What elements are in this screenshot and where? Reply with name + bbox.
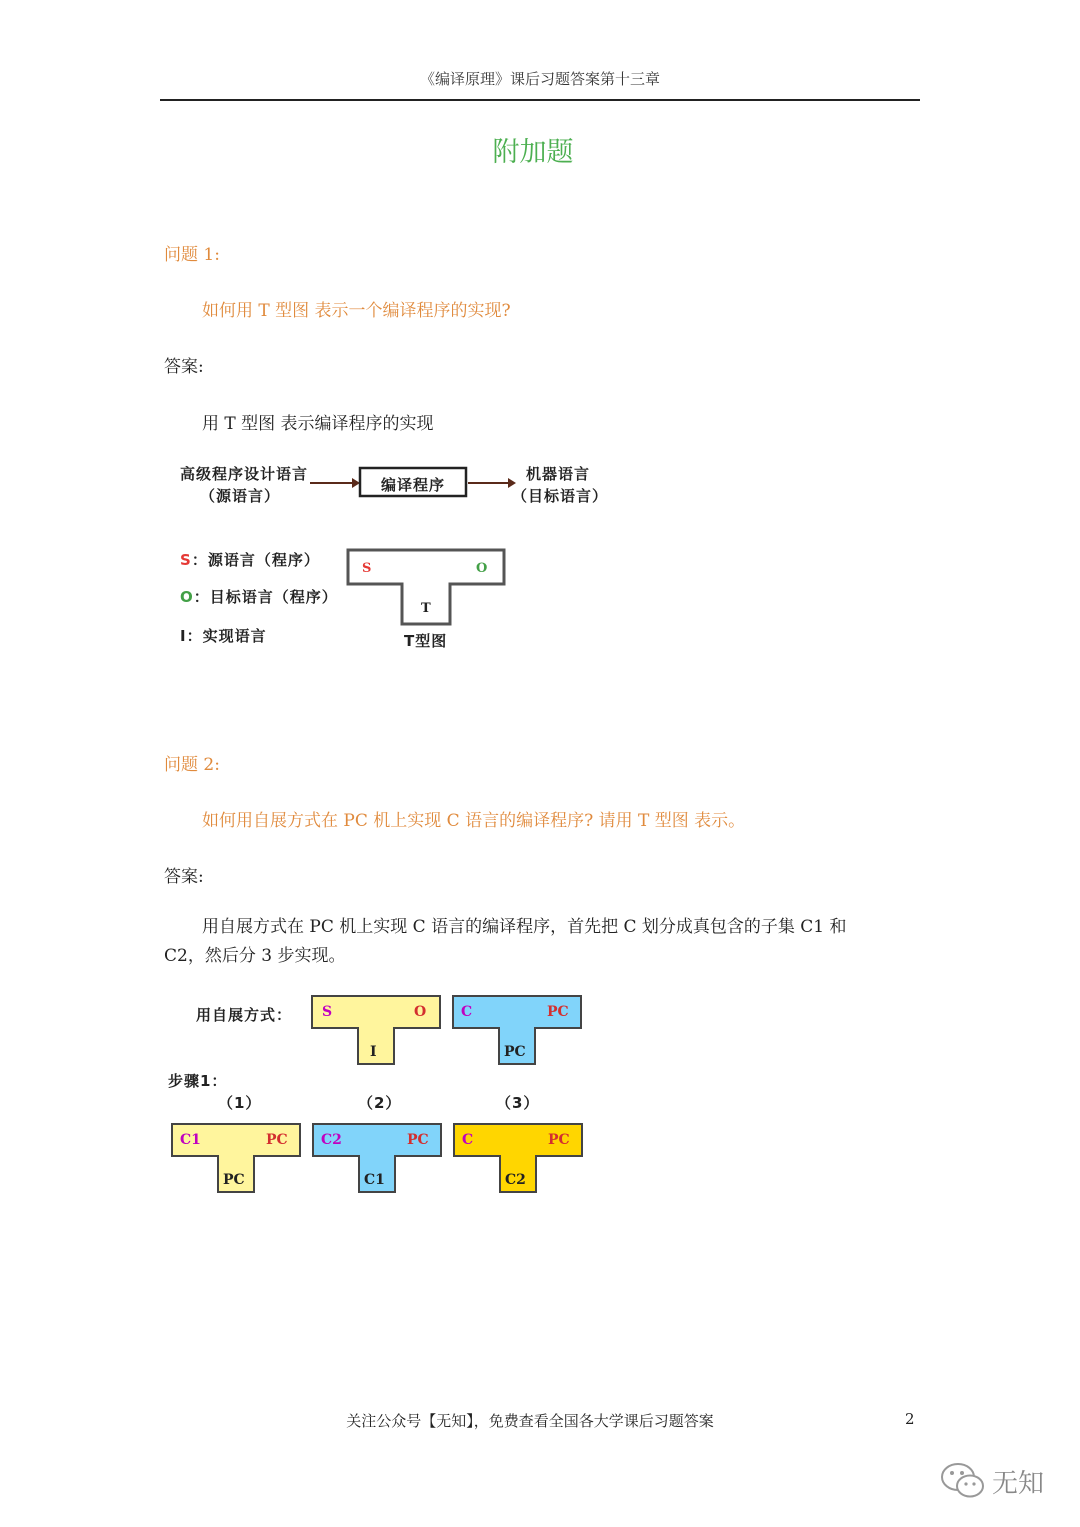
footer-text: 关注公众号【无知】，免费查看全国各大学课后习题答案 — [346, 1412, 714, 1430]
compiler-box-label: 编译程序 — [380, 476, 445, 494]
legend-s-letter: S — [180, 551, 192, 569]
self-hosting-label: 用自展方式： — [196, 1006, 293, 1024]
legend-object: O：目标语言（程序） — [180, 588, 338, 606]
t-left-label: C — [462, 1132, 474, 1148]
t-right-label: PC — [407, 1132, 429, 1148]
legend-i-letter: I — [180, 627, 187, 645]
t-diagram-top-row — [310, 994, 585, 1068]
t-left-label: C — [461, 1004, 473, 1020]
question-1-text: 如何用 T 型图 表示一个编译程序的实现? — [202, 301, 511, 321]
t-bottom-label: C2 — [505, 1172, 526, 1188]
t-label-source: S — [362, 561, 372, 576]
t-right-label: PC — [547, 1004, 569, 1020]
target-language-sublabel: （目标语言） — [512, 487, 609, 505]
t-bottom-label: C1 — [364, 1172, 385, 1188]
header-rule — [160, 99, 920, 101]
target-language-label: 机器语言 — [526, 465, 591, 483]
legend-source: S：源语言（程序） — [180, 551, 320, 569]
question-2-text: 如何用自展方式在 PC 机上实现 C 语言的编译程序? 请用 T 型图 表示。 — [202, 811, 746, 831]
t-right-label: PC — [266, 1132, 288, 1148]
wechat-icon — [940, 1462, 986, 1500]
t-left-label: S — [322, 1004, 333, 1020]
watermark-text: 无知 — [992, 1468, 1045, 1499]
t-diagram-shape — [346, 548, 506, 628]
t-label-impl: T — [421, 601, 431, 616]
t-diagram-c-pc-pc — [453, 996, 581, 1064]
bootstrap-figure — [160, 990, 600, 1200]
t-right-label: O — [414, 1004, 427, 1020]
t-right-label: PC — [548, 1132, 570, 1148]
answer-1-label: 答案: — [164, 357, 204, 377]
t-left-label: C2 — [321, 1132, 342, 1148]
t-diagram-step-3 — [454, 1124, 582, 1192]
step-label-1: （1） — [218, 1094, 262, 1112]
t-label-object: O — [476, 561, 488, 576]
answer-2-text: 用自展方式在 PC 机上实现 C 语言的编译程序，首先把 C 划分成真包含的子集 C1 和 C2，然后分 3 步实现。 — [164, 917, 847, 966]
step-label-2: （2） — [358, 1094, 402, 1112]
t-diagram-figure-1 — [170, 455, 620, 655]
question-1-heading: 问题 1: — [164, 245, 220, 265]
t-diagram-steps-row — [170, 1122, 590, 1196]
t-bottom-label: PC — [504, 1044, 526, 1060]
legend-implementation: I：实现语言 — [180, 627, 267, 645]
t-diagram-step-1 — [172, 1124, 300, 1192]
watermark — [940, 1462, 1044, 1500]
answer-1-text: 用 T 型图 表示编译程序的实现 — [202, 414, 434, 434]
page-number: 2 — [905, 1410, 915, 1428]
answer-2-label: 答案: — [164, 867, 204, 887]
source-language-label: 高级程序设计语言 — [180, 465, 309, 483]
t-bottom-label: PC — [223, 1172, 245, 1188]
t-left-label: C1 — [180, 1132, 201, 1148]
step-label-3: （3） — [496, 1094, 540, 1112]
steps-label: 步骤1： — [168, 1072, 228, 1090]
page-title: 附加题 — [492, 137, 574, 168]
t-bottom-label: I — [370, 1044, 377, 1060]
source-language-sublabel: （源语言） — [200, 487, 281, 505]
question-2-heading: 问题 2: — [164, 755, 220, 775]
running-header: 《编译原理》课后习题答案第十三章 — [419, 70, 660, 88]
legend-o-letter: O — [180, 588, 194, 606]
t-diagram-caption: T型图 — [404, 632, 448, 650]
t-diagram-step-2 — [313, 1124, 441, 1192]
t-diagram-s-o-i — [312, 996, 440, 1064]
